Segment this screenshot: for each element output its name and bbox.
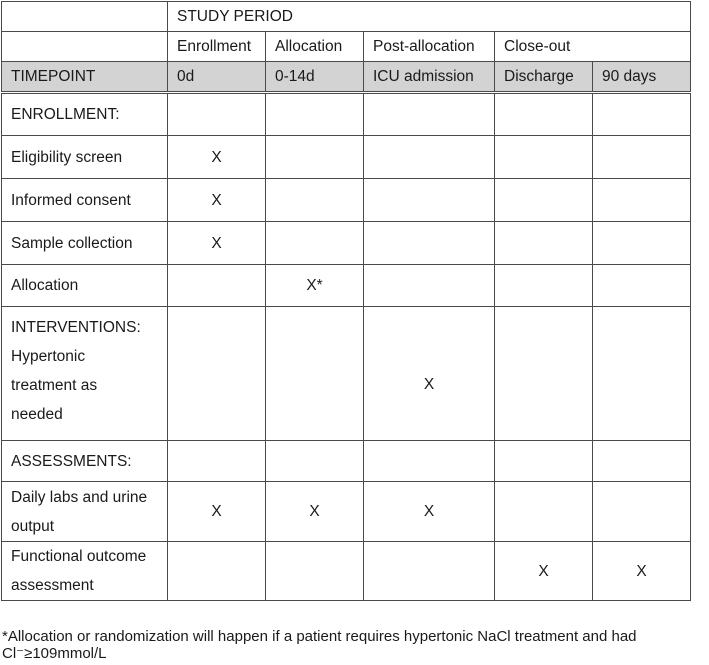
mark-cell [593, 307, 691, 441]
schedule-table [1, 1, 691, 601]
timepoint-label: TIMEPOINT [2, 62, 168, 93]
corner-cell [2, 2, 168, 32]
row-label-line: output [11, 517, 55, 535]
row-label-line: assessment [11, 577, 94, 594]
row-label: Informed consent [2, 179, 168, 222]
row-label: Sample collection [2, 222, 168, 265]
mark-cell [364, 179, 495, 222]
mark-cell: X [168, 222, 266, 265]
mark-cell: X [168, 136, 266, 179]
mark-cell: X [168, 482, 266, 542]
row-label-line: Functional outcome [11, 548, 147, 565]
timepoint-icu: ICU admission [364, 62, 495, 93]
study-period-row [2, 2, 691, 32]
mark-cell [266, 307, 364, 441]
spirit-schedule [1, 1, 691, 601]
mark-cell [495, 482, 593, 542]
mark-cell [364, 222, 495, 265]
functional-label-cell [2, 542, 168, 601]
footnote-line-2: Cl⁻≥109mmol/L [2, 645, 107, 662]
row-label: Allocation [2, 265, 168, 307]
mark-cell [495, 222, 593, 265]
section-row-assessments [2, 441, 691, 482]
row-label-line: treatment as [11, 377, 98, 394]
period-post-allocation: Post-allocation [364, 32, 495, 62]
mark-cell [593, 179, 691, 222]
mark-cell [266, 136, 364, 179]
corner-cell-2 [2, 32, 168, 62]
section-row-interventions [2, 307, 691, 441]
period-close-out: Close-out [495, 32, 691, 62]
mark-cell [593, 482, 691, 542]
mark-cell [593, 136, 691, 179]
mark-cell [168, 265, 266, 307]
mark-cell: X* [266, 265, 364, 307]
timepoint-90days: 90 days [593, 62, 691, 93]
timepoint-0-14d: 0-14d [266, 62, 364, 93]
period-row [2, 32, 691, 62]
mark-cell [364, 542, 495, 601]
row-allocation [2, 265, 691, 307]
mark-cell [495, 265, 593, 307]
mark-cell: X [593, 542, 691, 601]
mark-cell [266, 179, 364, 222]
row-consent [2, 179, 691, 222]
footnote [2, 628, 708, 662]
mark-cell [495, 179, 593, 222]
mark-cell [266, 222, 364, 265]
mark-cell: X [168, 179, 266, 222]
labs-label-cell [2, 482, 168, 542]
period-allocation: Allocation [266, 32, 364, 62]
row-functional [2, 542, 691, 601]
mark-cell [168, 307, 266, 441]
row-label: Eligibility screen [2, 136, 168, 179]
mark-cell [168, 542, 266, 601]
row-eligibility [2, 136, 691, 179]
timepoint-discharge: Discharge [495, 62, 593, 93]
interventions-label-cell [2, 307, 168, 441]
mark-cell: X [364, 307, 495, 441]
study-period-header: STUDY PERIOD [168, 2, 691, 32]
mark-cell: X [266, 482, 364, 542]
row-labs [2, 482, 691, 542]
mark-cell: X [364, 482, 495, 542]
mark-cell [495, 136, 593, 179]
mark-cell [593, 265, 691, 307]
row-sample [2, 222, 691, 265]
section-enrollment: ENROLLMENT: [2, 93, 168, 136]
mark-cell [364, 265, 495, 307]
row-label-line: Daily labs and urine [11, 488, 148, 506]
mark-cell: X [495, 542, 593, 601]
section-row-enrollment [2, 93, 691, 136]
period-enrollment: Enrollment [168, 32, 266, 62]
timepoint-row [2, 62, 691, 93]
mark-cell [364, 136, 495, 179]
section-interventions: INTERVENTIONS: [11, 319, 141, 336]
row-label-line: needed [11, 406, 63, 423]
mark-cell [266, 542, 364, 601]
section-assessments: ASSESSMENTS: [2, 441, 168, 482]
footnote-line-1: *Allocation or randomization will happen if a patient requires hypertonic NaCl treatment and had [2, 628, 637, 645]
timepoint-0d: 0d [168, 62, 266, 93]
mark-cell [495, 307, 593, 441]
mark-cell [593, 222, 691, 265]
row-label-line: Hypertonic [11, 348, 86, 365]
